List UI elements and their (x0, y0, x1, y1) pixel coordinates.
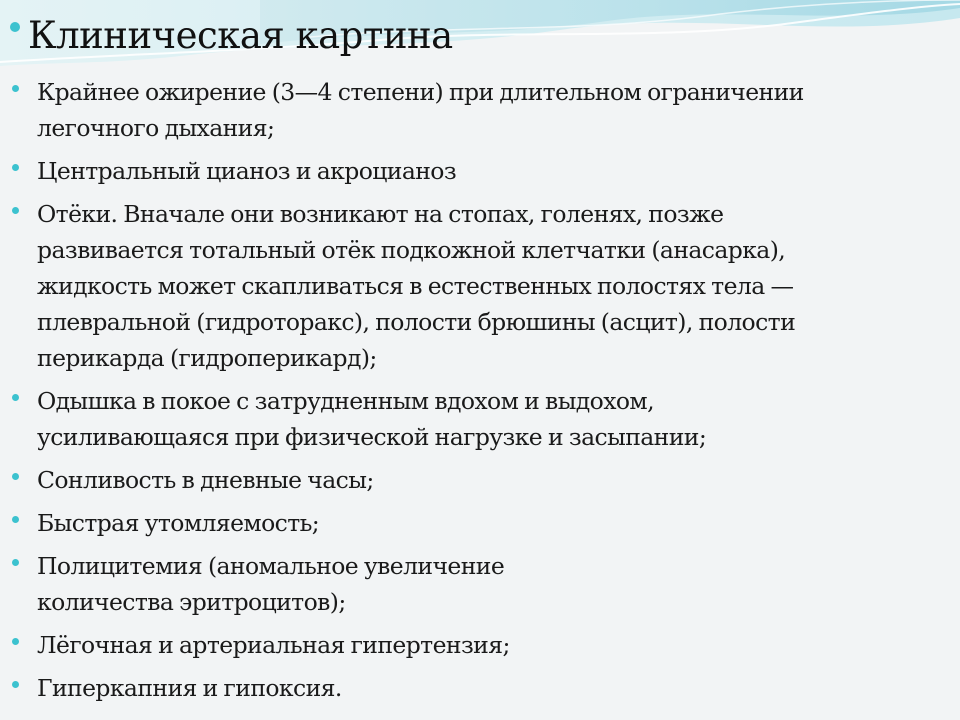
list-item-line: Лёгочная и артериальная гипертензия; (37, 631, 510, 659)
list-item-text (37, 505, 319, 541)
bullet-icon (12, 516, 19, 523)
list-item (12, 548, 952, 620)
list-item-text (37, 74, 804, 146)
bullet-icon (12, 638, 19, 645)
list-item-text (37, 383, 706, 455)
list-item (12, 383, 952, 455)
bullet-icon (12, 207, 19, 214)
list-item-line: Быстрая утомляемость; (37, 509, 320, 537)
list-item (12, 462, 952, 498)
list-item-text (37, 627, 510, 663)
list-item-text (37, 548, 504, 620)
list-item-line: развивается тотальный отёк подкожной клетчатки (анасарка), (37, 236, 786, 264)
bullet-icon (12, 394, 19, 401)
list-item-line: легочного дыхания; (37, 114, 275, 142)
bullet-icon (12, 85, 19, 92)
bullet-icon (12, 164, 19, 171)
list-item-line: усиливающаяся при физической нагрузке и засыпании; (37, 423, 707, 451)
list-item-line: Сонливость в дневные часы; (37, 466, 374, 494)
bullet-list (12, 74, 952, 713)
list-item-line: Гиперкапния и гипоксия. (37, 674, 342, 702)
list-item-text (37, 670, 342, 706)
list-item (12, 196, 952, 376)
title-row (10, 12, 453, 60)
list-item-line: перикарда (гидроперикард); (37, 344, 377, 372)
title-bullet-icon (10, 22, 20, 32)
list-item-text (37, 196, 795, 376)
list-item-line: Центральный цианоз и акроцианоз (37, 157, 457, 185)
list-item-line: плевральной (гидроторакс), полости брюшины (асцит), полости (37, 308, 796, 336)
list-item-text (37, 462, 374, 498)
list-item (12, 74, 952, 146)
list-item (12, 153, 952, 189)
list-item-line: жидкость может скапливаться в естественных полостях тела — (37, 272, 794, 300)
list-item-line: Отёки. Вначале они возникают на стопах, голенях, позже (37, 200, 724, 228)
list-item-line: Полицитемия (аномальное увеличение (37, 552, 505, 580)
slide-title: Клиническая картина (28, 14, 453, 57)
bullet-icon (12, 559, 19, 566)
list-item (12, 670, 952, 706)
bullet-icon (12, 681, 19, 688)
list-item-line: Крайнее ожирение (3—4 степени) при длительном ограничении (37, 78, 804, 106)
list-item-text (37, 153, 456, 189)
list-item-line: Одышка в покое с затрудненным вдохом и выдохом, (37, 387, 654, 415)
list-item (12, 505, 952, 541)
bullet-icon (12, 473, 19, 480)
list-item-line: количества эритроцитов); (37, 588, 346, 616)
list-item (12, 627, 952, 663)
